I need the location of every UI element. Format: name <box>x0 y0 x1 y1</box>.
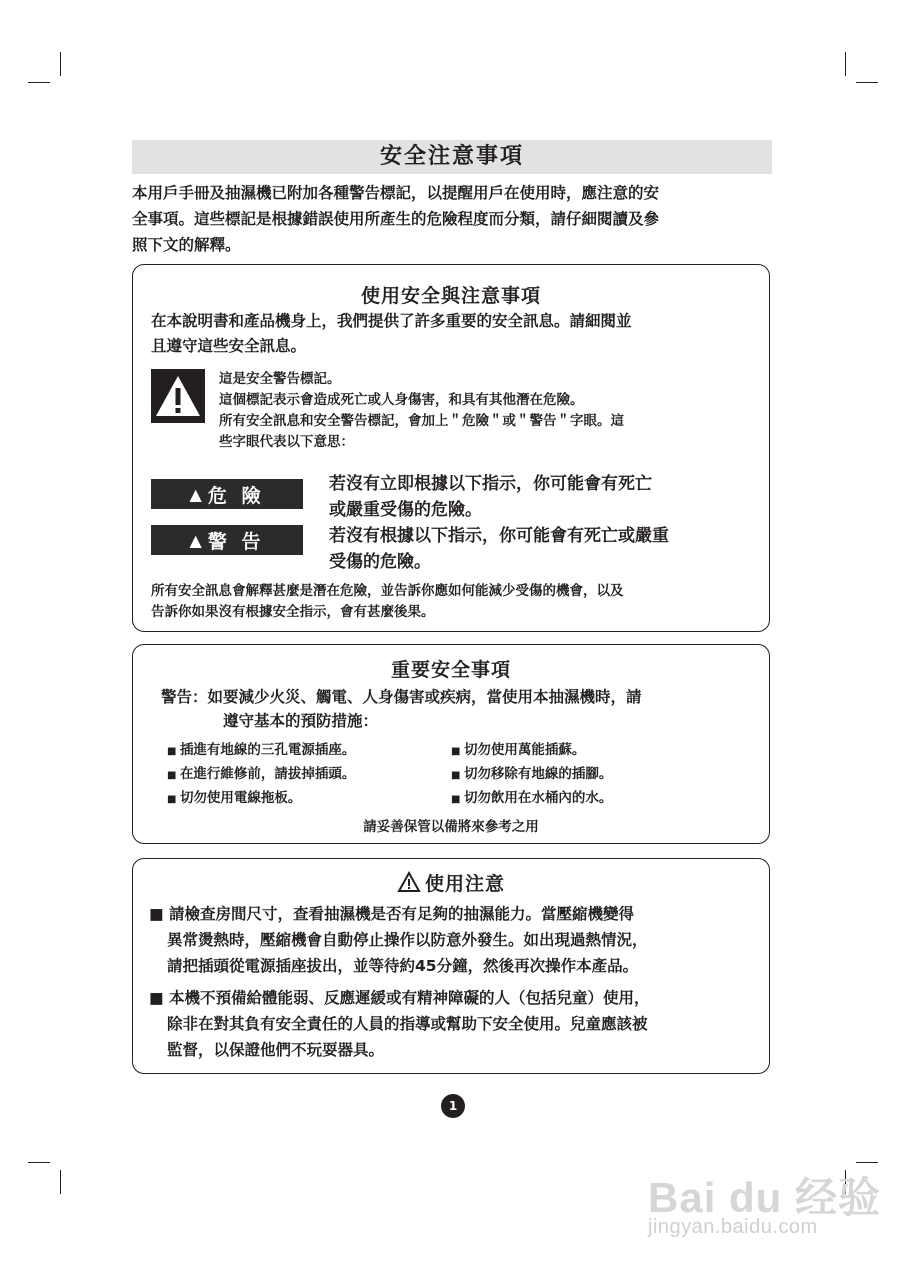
list-item: ■ 插進有地線的三孔電源插座。 <box>167 739 355 763</box>
list-item: ■ 在進行維修前，請拔掉插頭。 <box>167 763 355 787</box>
box-footer: 所有安全訊息會解釋甚麼是潛在危險，並告訴你應如何能減少受傷的機會，以及 告訴你如果沒有根據安全指示，會有甚麼後果。 <box>151 583 624 620</box>
alert-icon: ▲ <box>189 484 202 504</box>
list-item: ■ 切勿飲用在水桶內的水。 <box>451 787 612 811</box>
crop-mark <box>856 82 878 83</box>
safety-info-box <box>132 264 770 632</box>
page-title: 安全注意事項 <box>132 140 772 174</box>
page-number: 1 <box>441 1094 465 1118</box>
list-item: ■ 切勿移除有地線的插腳。 <box>451 763 612 787</box>
crop-mark <box>845 52 846 76</box>
warning-lead: 警告：如要減少火災、觸電、人身傷害或疾病，當使用本抽濕機時，請 <box>161 688 642 706</box>
precaution-list-left <box>167 739 355 811</box>
box-title: 使用安全與注意事項 <box>360 285 541 307</box>
crop-mark <box>60 52 61 76</box>
crop-mark <box>856 1162 878 1163</box>
alert-icon: ▲ <box>189 530 202 550</box>
watermark-url: jingyan.baidu.com <box>648 1216 818 1238</box>
usage-paragraph: ■ 本機不預備給體能弱、反應遲緩或有精神障礙的人（包括兒童）使用， 除非在對其負有安全責任的人員的指導或幫助下安全使用。兒童應該被 監督，以保證他們不玩耍器具。 <box>149 989 650 1059</box>
danger-label: ▲ 危 險 <box>151 479 303 509</box>
symbol-description: 這是安全警告標記。 這個標記表示會造成死亡或人身傷害，和具有其他潛在危險。 所有安全訊息和安全警告標記，會加上＂危險＂或＂警告＂字眼。這 些字眼代表以下意思： <box>219 371 624 450</box>
warning-label: ▲ 警 告 <box>151 525 303 555</box>
warning-triangle-icon <box>151 369 205 423</box>
box-lead: 在本說明書和產品機身上，我們提供了許多重要的安全訊息。請細閱並 且遵守這些安全訊息。 <box>151 312 632 355</box>
list-item: ■ 切勿使用電線拖板。 <box>167 787 355 811</box>
box-title: 使用注意 <box>133 869 769 896</box>
warning-lead-cont: 遵守基本的預防措施： <box>223 712 379 730</box>
crop-mark <box>60 1170 61 1194</box>
box-footer: 請妥善保管以備將來參考之用 <box>363 819 539 835</box>
usage-notes-box <box>132 858 770 1074</box>
usage-paragraph: ■ 請檢查房間尺寸，查看抽濕機是否有足夠的抽濕能力。當壓縮機變得 異常燙熱時，壓縮機會自動停止操作以防意外發生。如出現過熱情況， 請把插頭從電源插座拔出，並等待約45分鐘，然後再次操作本產品。 <box>149 905 648 975</box>
warning-text: 若沒有根據以下指示，你可能會有死亡或嚴重 受傷的危險。 <box>329 526 669 572</box>
list-item: ■ 切勿使用萬能插蘇。 <box>451 739 612 763</box>
watermark-logo: Bai du 经验 <box>648 1174 882 1221</box>
crop-mark <box>28 82 50 83</box>
box-title: 重要安全事項 <box>390 659 511 681</box>
caution-triangle-icon <box>397 871 421 893</box>
crop-mark <box>28 1162 50 1163</box>
danger-text: 若沒有立即根據以下指示，你可能會有死亡 或嚴重受傷的危險。 <box>329 474 652 520</box>
important-safety-box <box>132 644 770 844</box>
intro-text: 本用戶手冊及抽濕機已附加各種警告標記，以提醒用戶在使用時，應注意的安 全事項。這些標記是根據錯誤使用所產生的危險程度而分類，請仔細閱讀及參 照下文的解釋。 <box>132 184 660 254</box>
precaution-list-right <box>451 739 612 811</box>
